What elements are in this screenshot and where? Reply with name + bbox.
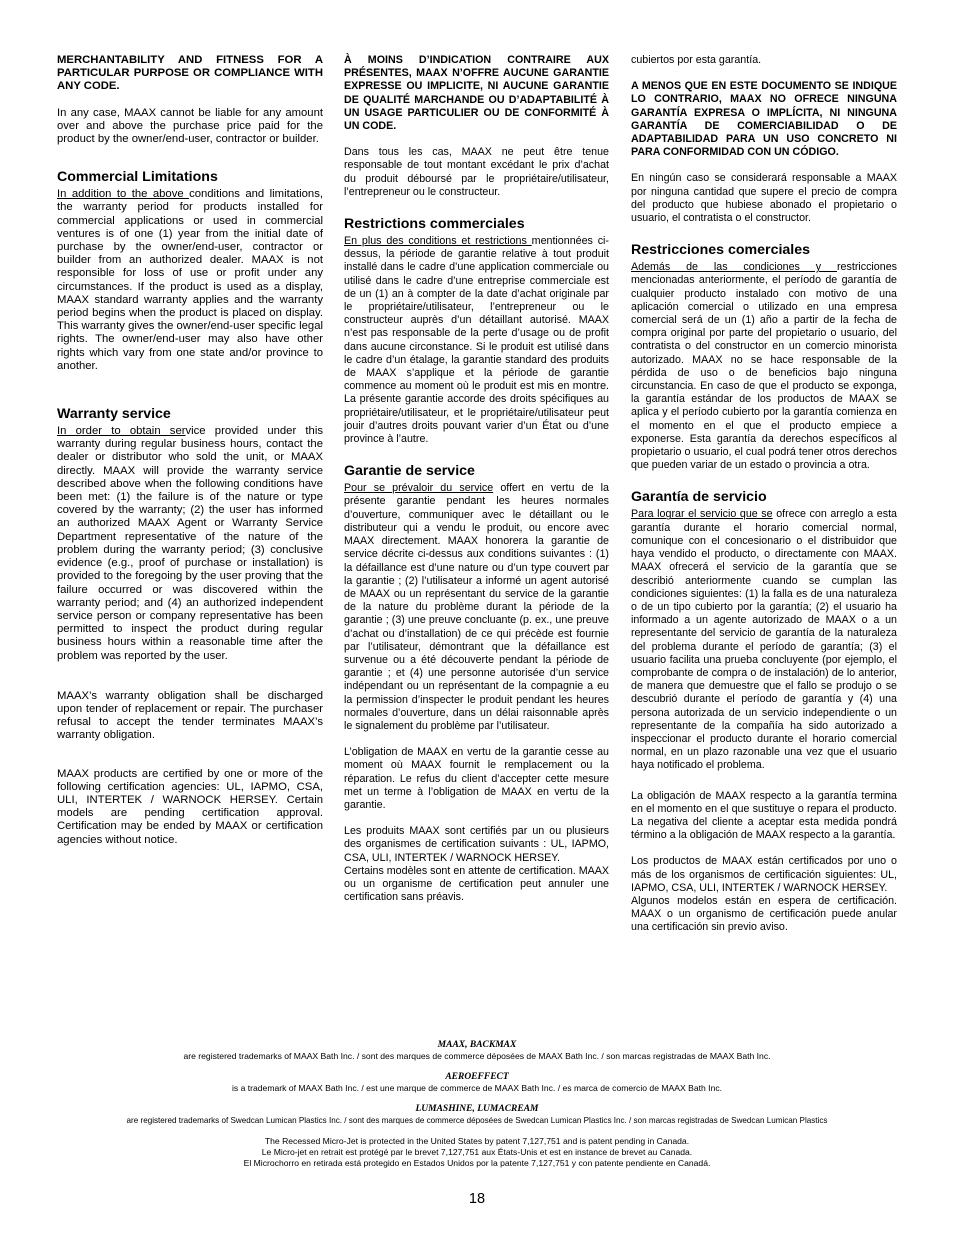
service-text: offert en vertu de la présente garantie pendant les heures normales d’ouverture, communiquer avec le détaillant ou le distributeur qui a vendu le produit, ou encore avec MAAX directement. MAAX honorera la garantie de service décrite ci-dessus aux conditions suivantes : (1) la défaillance est d’une nature ou d’un type couvert par la garantie ; (2) l’utilisateur a informé un agent autorisé de MAAX ou un représentant du service de la garantie de la nature du problème durant la période de la garantie ; (3) une preuve concluante (p. ex., une preuve d’achat ou d’installation) de ce qui précède est fournie par l’utilisateur, démontrant que la défaillance est survenue ou a été découverte pendant la période de garantie ; et (4) une personne autorisée d’un service indépendant ou un représentant de la compagnie a eu la permission d’inspecter le produit pendant les heures normales d’ouverture, dans un délai raisonnable après le signalement du problème par l’utilisateur. — [344, 482, 609, 732]
certification-note: Certains modèles sont en attente de certification. MAAX ou un organisme de certification peut annuler une certification sans préavis. — [344, 864, 609, 904]
column-french — [344, 54, 609, 917]
column-english — [57, 54, 323, 860]
commercial-text: conditions and limitations, the warranty period for products installed for commercial applications or used in commercial ventures is of one (1) year from the initial date of purchase by the owner/end-user, contractor or builder from an authorized dealer. MAAX is not responsible for loss of use or profit under any circumstances. If the product is used as a display, MAAX standard warranty applies and the warranty period begins when the product is placed on display. This warranty gives the owner/end-user specific legal rights. The owner/end-user may also have other rights which vary from one state and/or province to another. — [57, 188, 324, 372]
service-text: ofrece con arreglo a esta garantía durante el horario comercial normal, comunique con el concesionario o el distribuidor que haya vendido el producto, o directamente con MAAX. MAAX ofrecerá el servicio de la garantía que se describió anteriormente cuando se cumplan las condiciones siguientes: (1) la falla es de una naturaleza o de un tipo cubierto por la garantía; (2) el usuario ha informado a un agente autorizado de MAAX o a un representante del servicio de garantía de la naturaleza del problema durante el período de garantía; (3) el usuario facilita una prueba concluyente (por ejemplo, el comprobante de compra o de instalación) de lo anterior, de manera que demuestre que el fallo se produjo o se descubrió durante el período de garantía y (4) una persona autorizada de un servicio independiente o un representante de la compañía ha sido autorizado a inspeccionar el producto durante el horario comercial normal, en un plazo razonable una vez que el usuario haya notificado el problema. — [631, 508, 897, 772]
column-spanish — [631, 54, 897, 948]
obligation-paragraph: L’obligation de MAAX en vertu de la garantie cesse au moment où MAAX fournit le remplacement ou la réparation. Le refus du client d’accepter cette mesure met un terme à l’obligation de MAAX en vertu de la garantie. — [344, 746, 609, 811]
disclaimer-paragraph: À MOINS D’INDICATION CONTRAIRE AUX PRÉSENTES, MAAX N’OFFRE AUCUNE GARANTIE EXPRESSE OU IMPLICITE, NI AUCUNE GARANTIE DE QUALITÉ MARCHANDE OU D’ADAPTABILITÉ À UN USAGE PARTICULIER OU DE CONFORMITÉ À UN CODE. — [344, 54, 609, 133]
obligation-paragraph: La obligación de MAAX respecto a la garantía termina en el momento en el que sustituye o repara el producto. La negativa del cliente a aceptar esta medida pondrá término a la obligación de MAAX respecto a la garantía. — [631, 789, 897, 842]
service-text: vice provided under this warranty during regular business hours, contact the dealer or distributor who sold the unit, or MAAX directly. MAAX will provide the warranty service described above when the following conditions have been met: (1) the failure is of the nature or type covered by the warranty; (2) the user has informed an authorized MAAX Agent or Warranty Service Department representative of the nature of the problem during the warranty period; (3) conclusive evidence (e.g., proof of purchase or installation) is provided to the foregoing by the user proving that the failure occurred or was discovered within the warranty period; and (4) an authorized independent service person or company representative has been permitted to inspect the product during regular business hours within a reasonable time after the problem was reported by the user. — [57, 425, 323, 662]
commercial-paragraph — [57, 188, 323, 373]
certification-paragraph: Los productos de MAAX están certificados por uno o más de los organismos de certificación siguientes: UL, IAPMO, CSA, ULI, INTERTEK / WARNOCK HERSEY. — [631, 855, 897, 894]
commercial-text: mentionnées ci-dessus, la période de garantie relative à tout produit installé dans le cadre d’une application commerciale ou utilisé dans le cadre d’une entreprise commerciale est de un (1) an à compter de la date d’achat originale par le propriétaire/utilisateur, l’entrepreneur ou le constructeur auprès d’un détaillant autorisé. MAAX n’est pas responsable de la perte d’usage ou de profit dans aucune circonstance. Si le produit est utilisé dans le cadre d’un étalage, la garantie standard des produits de MAAX s’applique et la période de garantie commence au moment où le produit est mis en montre. La présente garantie accorde des droits spécifiques au propriétaire/utilisateur, et le propriétaire/utilisateur peut jouir d’autres droits pouvant varier d’un État ou d’une province à l’autre. — [344, 235, 609, 446]
liability-paragraph: Dans tous les cas, MAAX ne peut être tenue responsable de tout montant excédant le prix d’achat du produit déboursé par le propriétaire/utilisateur, l’entrepreneur ou le constructeur. — [344, 146, 609, 198]
page-number: 18 — [468, 1191, 486, 1207]
commercial-paragraph — [344, 235, 609, 446]
service-paragraph — [631, 508, 897, 772]
patent-text-es: El Microchorro en retirada está protegido en Estados Unidos por la patente 7,127,751 y con patente pendiente en Canadá. — [243, 1158, 711, 1168]
trademark-footer — [40, 1040, 914, 1169]
commercial-lead: En plus des conditions et restrictions — [344, 235, 532, 248]
commercial-lead: Además de las condiciones y — [631, 261, 837, 274]
heading-commercial-limitations: Restrictions commerciales — [344, 216, 525, 233]
trademark-text-luma: are registered trademarks of Swedcan Lumican Plastics Inc. / sont des marques de commerce déposées de Swedcan Lumican Plastics Inc. / son marcas registradas de Swedcan Lumican Plastics — [126, 1116, 828, 1125]
trademark-text-aeroeffect: is a trademark of MAAX Bath Inc. / est une marque de commerce de MAAX Bath Inc. / es marca de comercio de MAAX Bath Inc. — [231, 1083, 723, 1093]
heading-warranty-service: Garantía de servicio — [631, 489, 767, 506]
trademark-names-aeroeffect: AEROEFFECT — [445, 1072, 509, 1082]
commercial-lead: In addition to the above — [57, 188, 190, 201]
certification-note: Algunos modelos están en espera de certificación. MAAX o un organismo de certificación puede anular una certificación sin previo aviso. — [631, 894, 897, 934]
continuation-text: cubiertos por esta garantía. — [631, 54, 762, 66]
service-lead: In order to obtain ser — [57, 425, 186, 438]
liability-paragraph: In any case, MAAX cannot be liable for any amount over and above the purchase price paid for the product by the owner/end-user, contractor or builder. — [57, 106, 323, 146]
service-lead: Pour se prévaloir du service — [344, 482, 494, 495]
commercial-paragraph — [631, 261, 897, 472]
heading-warranty-service: Garantie de service — [344, 463, 475, 480]
patent-text-en: The Recessed Micro-Jet is protected in the United States by patent 7,127,751 and is patent pending in Canada. — [264, 1136, 690, 1146]
service-paragraph — [57, 425, 323, 663]
commercial-text: restricciones mencionadas anteriormente, el período de garantía de cualquier producto instalado con motivo de una aplicación comercial o utilizado en una empresa comercial será de un (1) año a partir de la fecha de compra original por parte del propietario o usuario, del contratista o del constructor en un comercio minorista autorizado. MAAX no se hace responsable de la pérdida de uso o de beneficios bajo ninguna circunstancia. En caso de que el producto se exponga, la garantía estándar de los productos de MAAX se aplica y el período cubierto por la garantía comienza en el momento en el que el producto empiece a exponerse. Esta garantía da derechos específicos al propietario o usuario, el cual podrá tener otros derechos que pueden variar de un estado o provincia a otra. — [631, 261, 897, 472]
disclaimer-paragraph: A MENOS QUE EN ESTE DOCUMENTO SE INDIQUE LO CONTRARIO, MAAX NO OFRECE NINGUNA GARANTÍA EXPRESA O IMPLÍCITA, NI NINGUNA GARANTÍA DE COMERCIABILIDAD O DE ADAPTABILIDAD PARA UN USO CONCRETO NI PARA CONFORMIDAD CON UN CÓDIGO. — [631, 80, 897, 159]
certification-paragraph: MAAX products are certified by one or more of the following certification agencies: UL, IAPMO, CSA, ULI, INTERTEK / WARNOCK HERSEY. Certain models are pending certification approval. Certification may be ended by MAAX or certification agencies without notice. — [57, 767, 323, 846]
heading-warranty-service: Warranty service — [57, 406, 171, 423]
liability-paragraph: En ningún caso se considerará responsable a MAAX por ninguna cantidad que supere el precio de compra del producto que hubiese abonado el propietario o usuario, el contratista o el constructor. — [631, 172, 897, 225]
obligation-paragraph: MAAX’s warranty obligation shall be discharged upon tender of replacement or repair. The purchaser refusal to accept the tender terminates MAAX’s warranty obligation. — [57, 689, 323, 742]
trademark-names-luma: LUMASHINE, LUMACREAM — [415, 1104, 539, 1114]
trademark-names-maax: MAAX, BACKMAX — [437, 1040, 517, 1050]
heading-commercial-limitations: Commercial Limitations — [57, 169, 218, 186]
disclaimer-paragraph: MERCHANTABILITY AND FITNESS FOR A PARTICULAR PURPOSE OR COMPLIANCE WITH ANY CODE. — [57, 54, 323, 93]
heading-commercial-limitations: Restricciones comerciales — [631, 242, 811, 259]
certification-paragraph: Les produits MAAX sont certifiés par un ou plusieurs des organismes de certification suivants : UL, IAPMO, CSA, ULI, INTERTEK / WARNOCK HERSEY. — [344, 825, 609, 864]
trademark-text-maax: are registered trademarks of MAAX Bath Inc. / sont des marques de commerce déposées de MAAX Bath Inc. / son marcas registradas de MAAX Bath Inc. — [183, 1051, 771, 1061]
patent-text-fr: Le Micro-jet en retrait est protégé par le brevet 7,127,751 aux États-Unis et est en instance de brevet au Canada. — [261, 1147, 693, 1157]
service-lead: Para lograr el servicio que se — [631, 508, 773, 521]
service-paragraph — [344, 482, 609, 733]
